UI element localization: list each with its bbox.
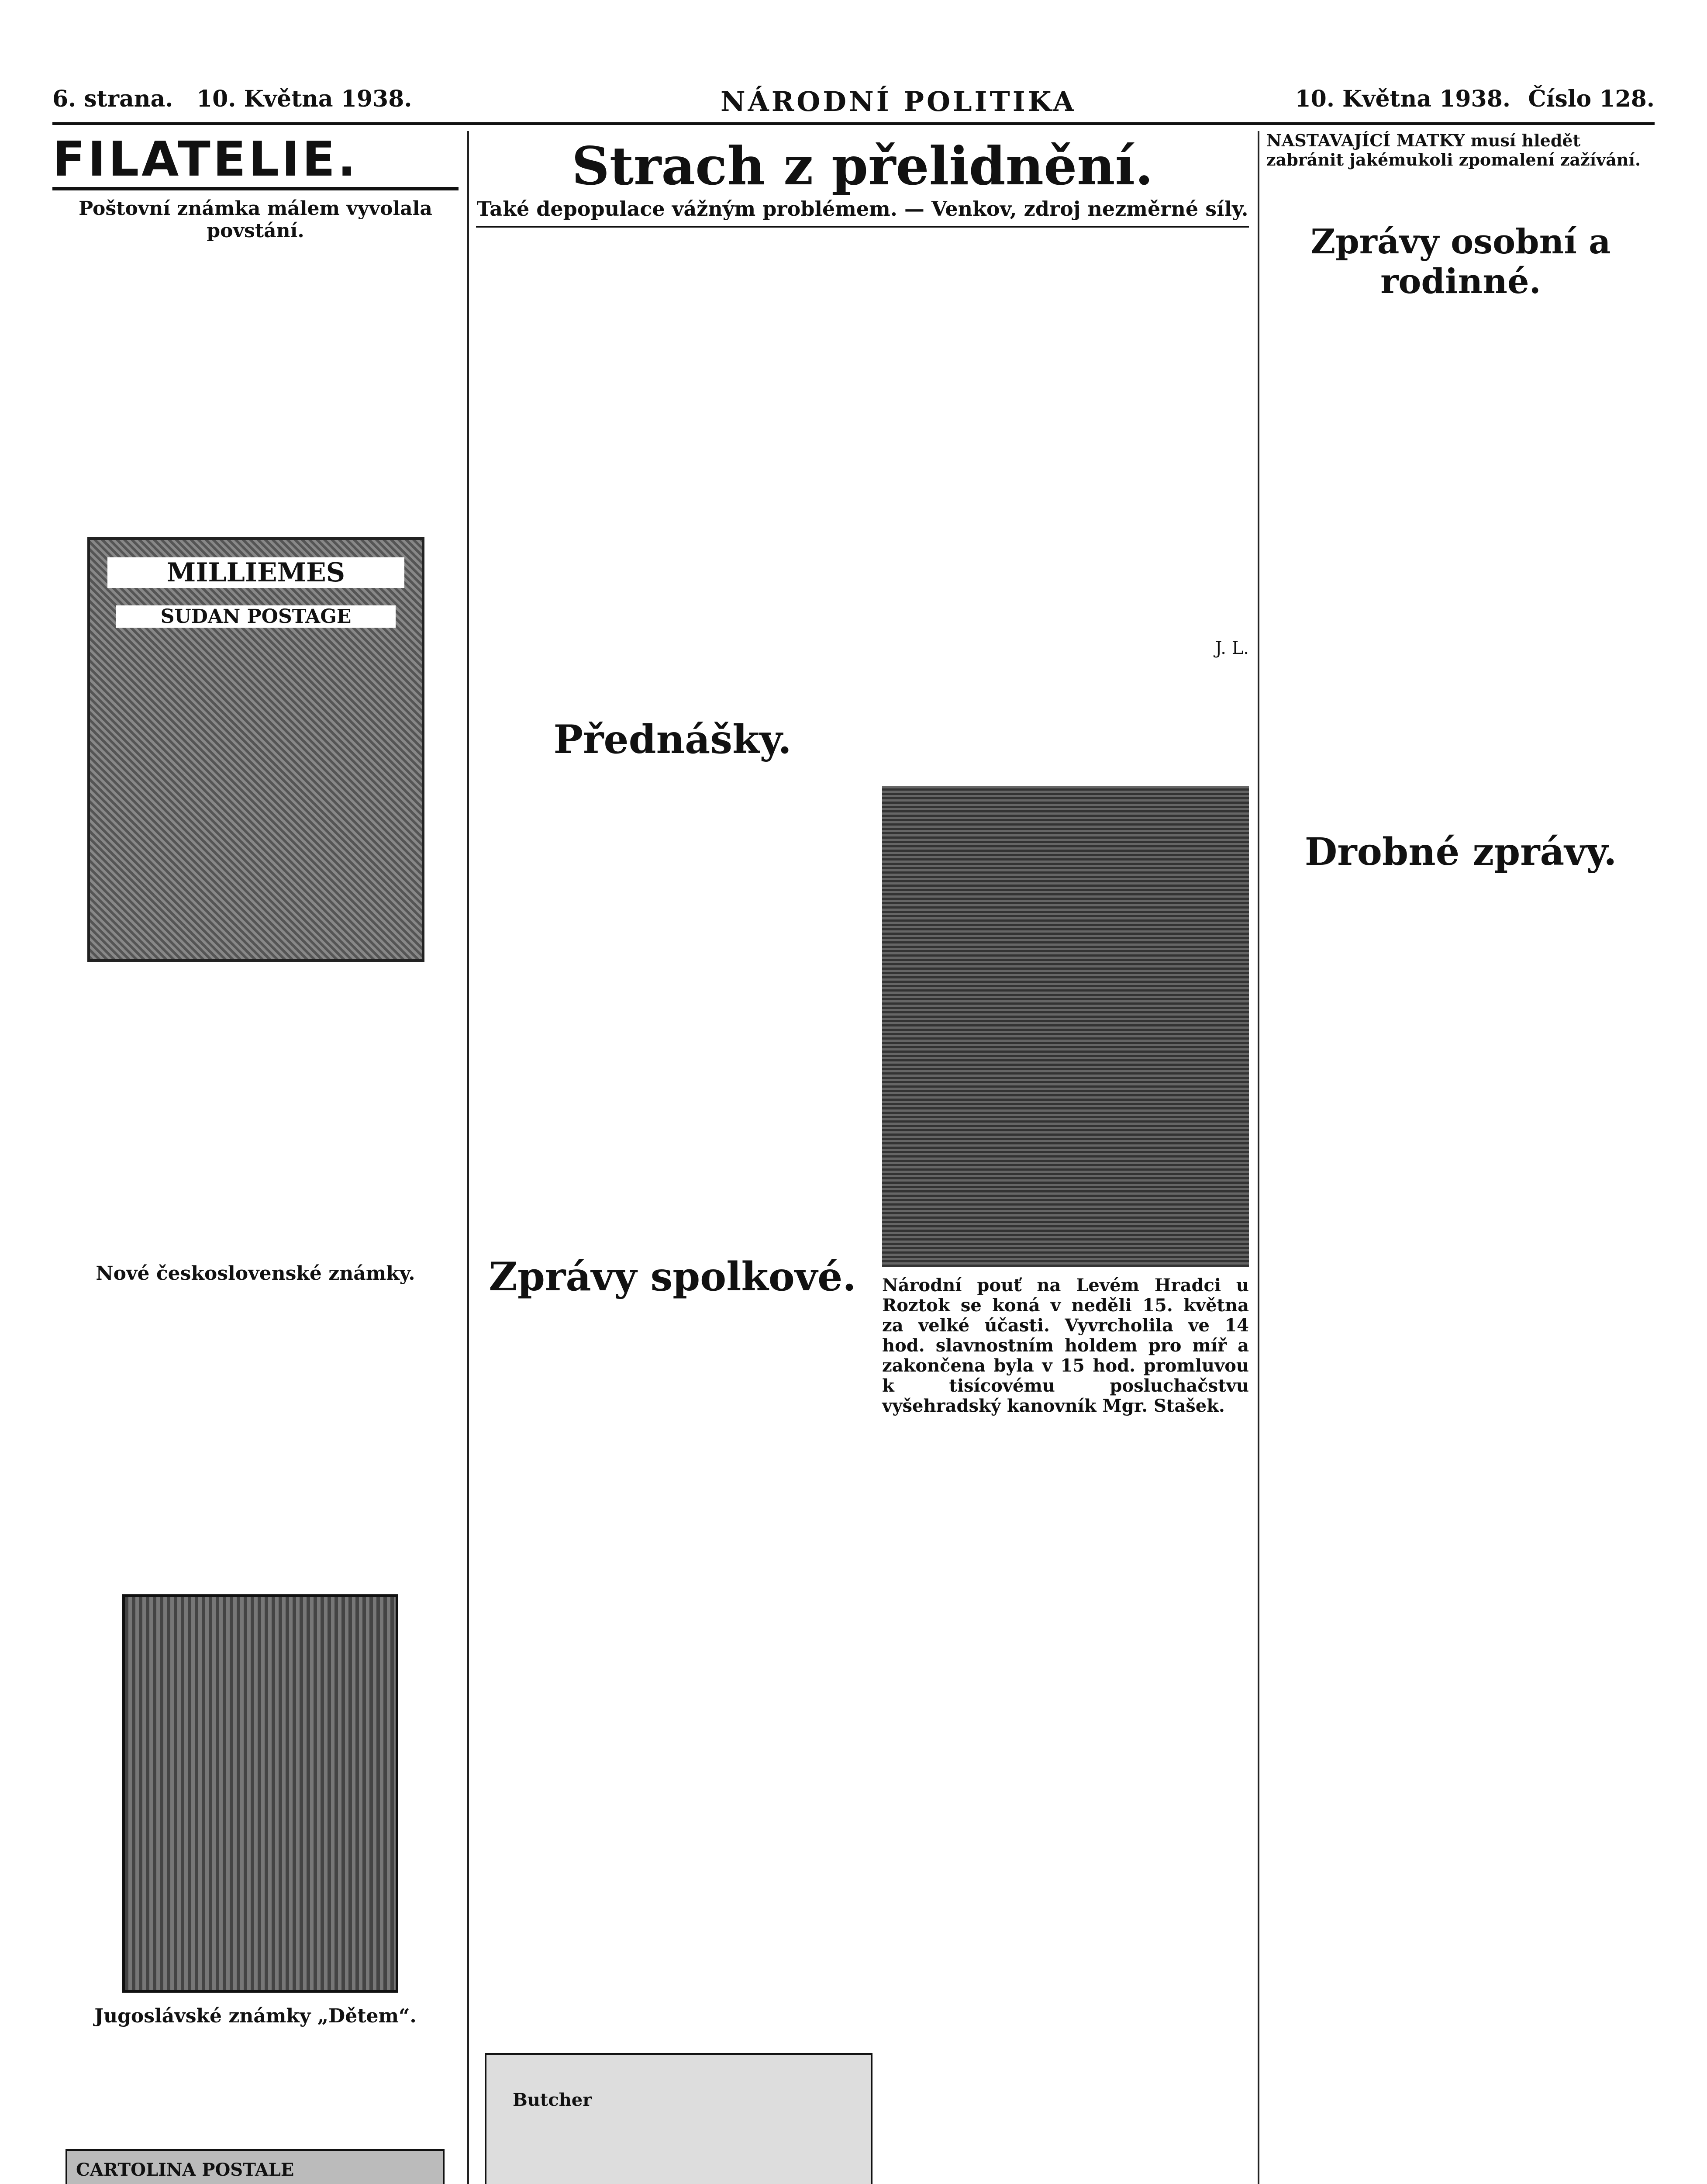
header-date-right: 10. Května 1938. [1295, 86, 1510, 112]
main-article-subtitle: Také depopulace vážným problémem. — Venkov, zdroj nezměrné síly. [476, 197, 1249, 228]
article-title: Jugoslávské známky „Dětem“. [94, 2005, 417, 2027]
article-title: Poštovní známka málem vyvolala povstání. [79, 197, 432, 242]
filatelie-title: FILATELIE. [52, 131, 459, 190]
spolkove-section [476, 1254, 869, 1300]
filatelie-column [52, 131, 459, 2184]
column-divider [1258, 131, 1259, 2184]
photo-caption: Národní pouť na Levém Hradci u Roztok se koná v neděli 15. května za velké účasti. Vyvrcholila ve 14 hod. slavnostním holdem pro míř a zakončena byla v 15 hod. promluvou k tisícovému posluchačstvu vyšehradský kanovník Mgr. Stašek. [882, 1275, 1249, 1416]
spolkove-title: Zprávy spolkové. [489, 1254, 856, 1300]
center-column [476, 131, 1249, 2184]
notice: NASTAVAJÍCÍ MATKY musí hledět zabránit jakémukoli zpomalení zažívání. [1266, 131, 1641, 169]
main-article-body [476, 228, 1249, 638]
prednasky-section [476, 716, 869, 763]
cartoon-image [485, 2053, 872, 2184]
header-rule [52, 122, 1655, 125]
main-article-title: Strach z přelidnění. [572, 135, 1153, 197]
stamp-label: SUDAN POSTAGE [116, 605, 396, 628]
page-header [52, 86, 1655, 121]
yugoslav-stamps-image [122, 1594, 398, 1993]
prednasky-title: Přednášky. [553, 716, 792, 763]
stamp-label: MILLIEMES [107, 557, 404, 588]
postcard-image [66, 2149, 445, 2184]
right-column [1266, 131, 1655, 2184]
drobne-title: Drobné zprávy. [1304, 830, 1617, 874]
article-body [52, 974, 459, 1245]
cartoon-sign: Butcher [513, 2090, 592, 2110]
postcard-label: CARTOLINA POSTALE [76, 2160, 294, 2180]
main-article-signature: J. L. [1215, 638, 1249, 658]
issue-number: Číslo 128. [1528, 86, 1655, 112]
column-divider [467, 131, 469, 2184]
article-title: Nové československé známky. [96, 1262, 415, 1285]
header-date-left: 10. Května 1938. [197, 86, 412, 112]
masthead: NÁRODNÍ POLITIKA [721, 86, 1077, 117]
sudan-stamp-image [87, 537, 424, 962]
osobni-title: Zprávy osobní a rodinné. [1310, 222, 1611, 301]
page-number: 6. strana. [52, 86, 173, 112]
pilgrimage-photo [882, 786, 1249, 1267]
article-body [52, 249, 459, 563]
